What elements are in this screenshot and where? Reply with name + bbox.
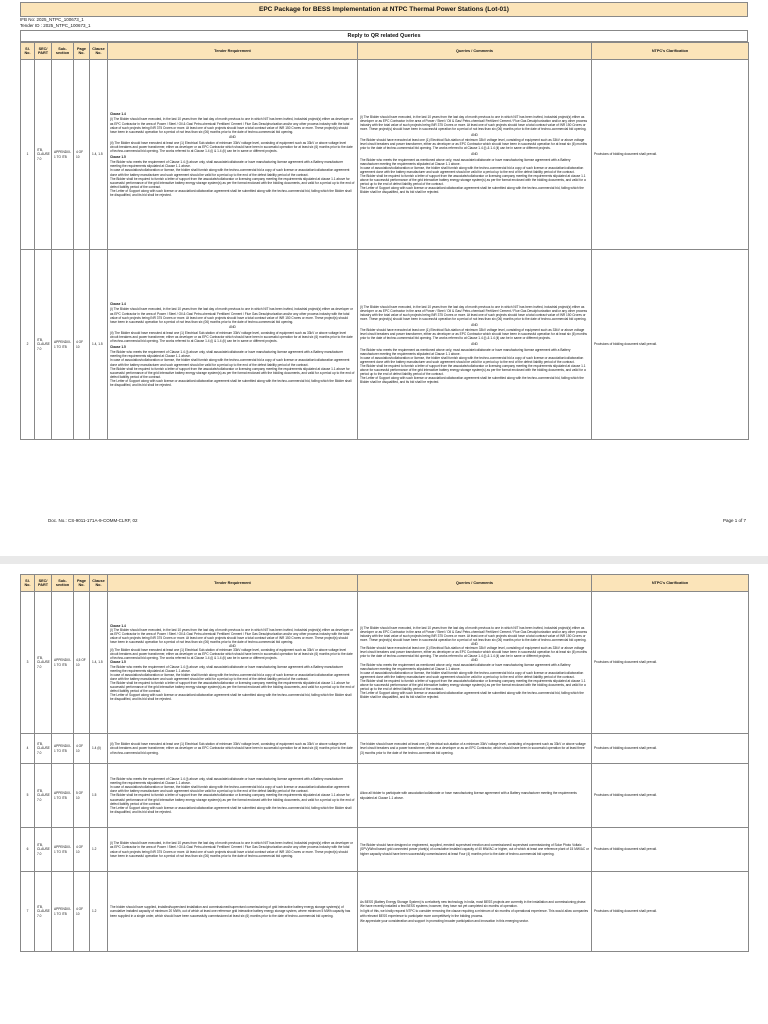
col-sub: Sub-section xyxy=(52,43,74,60)
row-sec: ITB, CLAUSE 7.0 xyxy=(35,734,52,764)
row-clause: 1.2 xyxy=(90,872,108,952)
col-sub: Sub-section xyxy=(52,575,74,592)
row-query: (i) The Bidder should have executed, in the last 10 years from the last day of month previous to one in which NIT has been invited, industrial project(s) either as developer or as EPC Contractor in the area of Power / Steel / Oil & Gas/ Petro-chemical/ Fertilizer/ Cement / Flue Gas Desulphurization and/or any other process industry with the total value of such projects being INR 375 Crores or more. At least one of such projects should have a total contract value of INR 150 Crores or more. These project(s) should have been in successful operation for a period of not less than six (06) months prior to the date of techno-commercial bid opening. AND The Bidder should have executed at least one (1) Electrical Sub-station of minimum 33kV voltage level, consisting of equipment such as 33kV or above voltage level circuit breakers and power transformer, either as developer or as EPC Contractor which should have been in successful operation for at least six (6) months prior to the date of techno-commercial bid opening. The works referred to at Clause 1.4 (i) & 1.4 (ii) can be in same or different projects. AND The Bidder who meets the requirement as mentioned above only, must associate/collaborate or have manufacturing license agreement with a Battery manufacturer meeting the requirements stipulated at Clause 1.1 above. In case of association/collaboration or license, the bidder shall furnish along with the techno-commercial bid a copy of such license or association/collaboration agreement done with the battery manufacturer and such agreement should be valid for a period up to the end of the defect liability period of the contract. The Bidder shall be required to furnish a letter of support from the associate/collaborator or licensing company meeting the requirements stipulated at clause 1.1 above for successful performance of the grid interactive battery energy storage system(s) as per the format enclosed with the bidding documents, and valid for a period up to the end of defect liability period of the contract. The Letter of Support along with such license or association/collaboration agreement shall be submitted along with the techno-commercial bid, failing which the Bidder shall be disqualified, and its bid shall be rejected. xyxy=(358,592,592,734)
table-row xyxy=(21,872,749,952)
table-row xyxy=(21,764,749,828)
row-query: (i) The Bidder should have executed, in the last 10 years from the last day of month previous to one in which NIT has been invited, industrial project(s) either as developer or as EPC Contractor in the area of Power / Steel / Oil & Gas/ Petro-chemical/ Fertilizer/ Cement / Flue Gas Desulphurization and/or any other process industry with the total value of such projects being INR 375 Crores or more. At least one of such projects should have a total contract value of INR 150 Crores or more. These project(s) should have been in successful operation for a period of not less than six (06) months prior to the date of techno-commercial bid opening. AND The Bidder should have executed at least one (1) Electrical Sub-station of minimum 33kV voltage level, consisting of equipment such as 33kV or above voltage level circuit breakers and power transformer, either as developer or as EPC Contractor which should have been in successful operation for at least six (6) months prior to the date of techno-commercial bid opening. The works referred to at Clause 1.4 (i) & 1.4 (ii) can be in same or different projects. AND The Bidder who meets the requirement as mentioned above only, must associate/collaborate or have manufacturing license agreement with a Battery manufacturer meeting the requirements stipulated at Clause 1.1 above. In case of association/collaboration or license, the bidder shall furnish along with the techno-commercial bid a copy of such license or association/collaboration agreement done with the battery manufacturer and such agreement should be valid for a period up to the end of the defect liability period of the contract. The Bidder shall be required to furnish a letter of support from the associate/collaborator or licensing company meeting the requirements stipulated at clause 1.1 above for successful performance of the grid interactive battery energy storage system(s) as per the format enclosed with the bidding documents, and valid for a period up to the end of defect liability period of the contract. The Letter of Support along with such license or association/collaboration agreement shall be submitted along with the techno-commercial bid, failing which the Bidder shall be disqualified, and its bid shall be rejected. xyxy=(358,250,592,440)
row-query: The Bidder should have designed or engineered, supplied, erected/ supervised erection and commissioned/ supervised commissioning of Solar Photo Voltaic (SPV)/Wind based grid connected power plant(s) of cumulative installed capacity of 40 MW/AC or higher, out of which at least one reference plant of 15 MW/AC or higher capacity should have been successfully commissioned at least Four (4) months prior to the date of techno-commercial bid opening. xyxy=(358,828,592,872)
row-requirement: The bidder should have supplied, installed/supervised installation and commissioned/supervised commissioning of grid interactive battery energy storage system(s) of cumulative installed capacity of minimum 20 MWh, out of which at least one reference grid interactive battery energy storage system, where minimum 5 MWh capacity has been supplied in a single order, which should have been successfully commissioned at least six (6) months prior to the date of techno-commercial bid opening. xyxy=(108,872,358,952)
col-clause: Clause No. xyxy=(90,43,108,60)
row-requirement: The Bidder who meets the requirement of Clause 1.4 (i) above only, shall associate/collaborate or have manufacturing license agreement with a Battery manufacturer meeting the requirements stipulated at Clause 1.1 above. In case of association/collaboration or license, the bidder shall furnish along with the techno-commercial bid a copy of such license or association/collaboration agreement done with the battery manufacturer and such agreement should be valid for a period up to the end of the defect liability period of the contract. The Bidder shall be required to furnish a letter of support from the associate/collaborator or licensing company meeting the requirements stipulated at clause 1.1 above for successful performance of the grid interactive battery energy storage system(s) as per the format enclosed with the bidding documents, and valid for a period up to the end of defect liability period of the contract. The Letter of Support along with such license or association/collaboration agreement shall be submitted along with the techno-commercial bid, failing which the Bidder shall be disqualified, and its bid shall be rejected. xyxy=(108,764,358,828)
row-sub: APPENDIX-1 TO ITB xyxy=(52,872,74,952)
document-title: EPC Package for BESS Implementation at NTPC Thermal Power Stations (Lot-01) xyxy=(20,2,748,17)
table-header-row xyxy=(21,575,749,592)
row-sl: 4 xyxy=(21,734,35,764)
row-clause: 1.5 xyxy=(90,764,108,828)
table-row xyxy=(21,734,749,764)
table-row xyxy=(21,828,749,872)
col-sl: Sl. No. xyxy=(21,43,35,60)
col-req: Tender Requirement xyxy=(108,575,358,592)
row-sub: APPENDIX-1 TO ITB xyxy=(52,828,74,872)
row-sec: ITB, CLAUSE 7.0 xyxy=(35,60,52,250)
table-header-row xyxy=(21,43,749,60)
row-requirement: Clause 1.4 (i) The Bidder should have executed, in the last 10 years from the last day of month previous to one in which NIT has been invited, industrial project(s) either as developer or as EPC Contractor in the area of Power / Steel / Oil & Gas/ Petro-chemical/ Fertilizer/ Cement / Flue Gas Desulphurization and/or any other process industry with the total value of such projects being INR 375 Crores or more. At least one of such projects should have a total contract value of INR 150 Crores or more. These project(s) should have been in successful operation for a period of not less than six (06) months prior to the date of techno-commercial bid opening. AND (ii) The Bidder should have executed at least one (1) Electrical Sub-station of minimum 33kV voltage level, consisting of equipment such as 33kV or above voltage level circuit breakers and power transformer, either as developer or as EPC Contractor which should have been in successful operation for at least six (6) months prior to the date of techno-commercial bid opening. The works referred to at Clause 1.4 (i) & 1.4 (ii) can be in same or different projects. Clause 1.5 The Bidder who meets the requirement of Clause 1.4 (i) above only, shall associate/collaborate or have manufacturing license agreement with a Battery manufacturer meeting the requirements stipulated at Clause 1.1 above. In case of association/collaboration or license, the bidder shall furnish along with the techno-commercial bid a copy of such license or association/collaboration agreement done with the battery manufacturer and such agreement should be valid for a period up to the end of the defect liability period of the contract. The Bidder shall be required to furnish a letter of support from the associate/collaborator or licensing company meeting the requirements stipulated at clause 1.1 above for successful performance of the grid interactive battery energy storage system(s) as per the format enclosed with the bidding documents, and valid for a period up to the end of defect liability period of the contract. The Letter of Support along with such license or association/collaboration agreement shall be submitted along with the techno-commercial bid, failing which the Bidder shall be disqualified, and its bid shall be rejected. xyxy=(108,60,358,250)
footer-page-number: Page 1 of 7 xyxy=(722,518,746,523)
row-page: 4 OF 10 xyxy=(74,250,90,440)
row-clarification: Provisions of bidding document shall prevail. xyxy=(592,872,749,952)
row-sec: ITB, CLAUSE 7.0 xyxy=(35,250,52,440)
col-query: Queries / Comments xyxy=(358,575,592,592)
row-query: (i) The Bidder should have executed, in the last 10 years from the last day of month previous to one in which NIT has been invited, industrial project(s) either as developer or as EPC Contractor in the area of Power / Steel / Oil & Gas/ Petro-chemical/ Fertilizer/ Cement / Flue Gas Desulphurization and/or any other process industry with the total value of such projects being INR 375 Crores or more. At least one of such projects should have a total contract value of INR 150 Crores or more. These project(s) should have been in successful operation for a period of not less than six (06) months prior to the date of techno-commercial bid opening. AND The Bidder should have executed at least one (1) Electrical Sub-station of minimum 33kV voltage level, consisting of equipment such as 33kV or above voltage level circuit breakers and power transformer, either as developer or as EPC Contractor which should have been in successful operation for at least six (6) months prior to the date of techno-commercial bid opening. The works referred to at Clause 1.4 (i) & 1.4 (ii) can be in same or different projects. AND The Bidder who meets the requirement as mentioned above only, must associate/collaborate or have manufacturing license agreement with a Battery manufacturer meeting the requirements stipulated at Clause 1.1 above. In case of association/collaboration or license, the bidder shall furnish along with the techno-commercial bid a copy of such license or association/collaboration agreement done with the battery manufacturer and such agreement should be valid for a period up to the end of the defect liability period of the contract. The Bidder shall be required to furnish a letter of support from the associate/collaborator or licensing company meeting the requirements stipulated at clause 1.1 above for successful performance of the grid interactive battery energy storage system(s) as per the format enclosed with the bidding documents, and valid for a period up to the end of defect liability period of the contract. The Letter of Support along with such license or association/collaboration agreement shall be submitted along with the techno-commercial bid, failing which the Bidder shall be disqualified, and its bid shall be rejected. xyxy=(358,60,592,250)
row-query: The bidder should have executed at least one (1) electrical sub-station of a minimum 33kV voltage level, consisting of equipment such as 33kV or above voltage level circuit breakers and a power transformer, either as a developer or as an EPC Contractor, which should have been in successful operation for at least three (3) months prior to the date of the techno-commercial bid opening. xyxy=(358,734,592,764)
row-clarification: Provisions of bidding document shall prevail. xyxy=(592,734,749,764)
row-page: 4,5 OF 10 xyxy=(74,592,90,734)
table-row xyxy=(21,592,749,734)
row-sec: ITB, CLAUSE 7.0 xyxy=(35,764,52,828)
row-requirement: Clause 1.4 (i) The Bidder should have executed, in the last 10 years from the last day of month previous to one in which NIT has been invited, industrial project(s) either as developer or as EPC Contractor in the area of Power / Steel / Oil & Gas/ Petro-chemical/ Fertilizer/ Cement / Flue Gas Desulphurization and/or any other process industry with the total value of such projects being INR 375 Crores or more. At least one of such projects should have a total contract value of INR 150 Crores or more. These project(s) should have been in successful operation for a period of not less than six (06) months prior to the date of techno-commercial bid opening. AND (ii) The Bidder should have executed at least one (1) Electrical Sub-station of minimum 33kV voltage level, consisting of equipment such as 33kV or above voltage level circuit breakers and power transformer, either as developer or as EPC Contractor which should have been in successful operation for at least six (6) months prior to the date of techno-commercial bid opening. The works referred to at Clause 1.4 (i) & 1.4 (ii) can be in same or different projects. Clause 1.5 The Bidder who meets the requirement of Clause 1.4 (i) above only, shall associate/collaborate or have manufacturing license agreement with a Battery manufacturer meeting the requirements stipulated at Clause 1.1 above. In case of association/collaboration or license, the bidder shall furnish along with the techno-commercial bid a copy of such license or association/collaboration agreement done with the battery manufacturer and such agreement should be valid for a period up to the end of the defect liability period of the contract. The Bidder shall be required to furnish a letter of support from the associate/collaborator or licensing company meeting the requirements stipulated at clause 1.1 above for successful performance of the grid interactive battery energy storage system(s) as per the format enclosed with the bidding documents, and valid for a period up to the end of defect liability period of the contract. The Letter of Support along with such license or association/collaboration agreement shall be submitted along with the techno-commercial bid, failing which the Bidder shall be disqualified, and its bid shall be rejected. xyxy=(108,250,358,440)
queries-table-page-1 xyxy=(20,42,749,440)
row-sec: ITB, CLAUSE 7.0 xyxy=(35,828,52,872)
footer-doc-number: Doc. No.: CS-9011-171A-9-COMM-CLRF, 02 xyxy=(48,518,138,523)
row-requirement: Clause 1.4 (i) The Bidder should have executed, in the last 10 years from the last day of month previous to one in which NIT has been invited, industrial project(s) either as developer or as EPC Contractor in the area of Power / Steel / Oil & Gas/ Petro-chemical/ Fertilizer/ Cement / Flue Gas Desulphurization and/or any other process industry with the total value of such projects being INR 375 Crores or more. At least one of such projects should have a total contract value of INR 150 Crores or more. These project(s) should have been in successful operation for a period of not less than six (06) months prior to the date of techno-commercial bid opening. AND (ii) The Bidder should have executed at least one (1) Electrical Sub-station of minimum 33kV voltage level, consisting of equipment such as 33kV or above voltage level circuit breakers and power transformer, either as developer or as EPC Contractor which should have been in successful operation for at least six (6) months prior to the date of techno-commercial bid opening. The works referred to at Clause 1.4 (i) & 1.4 (ii) can be in same or different projects. Clause 1.5 The Bidder who meets the requirement of Clause 1.4 (i) above only, shall associate/collaborate or have manufacturing license agreement with a Battery manufacturer meeting the requirements stipulated at Clause 1.1 above. In case of association/collaboration or license, the bidder shall furnish along with the techno-commercial bid a copy of such license or association/collaboration agreement done with the battery manufacturer and such agreement should be valid for a period up to the end of the defect liability period of the contract. The Bidder shall be required to furnish a letter of support from the associate/collaborator or licensing company meeting the requirements stipulated at clause 1.1 above for successful performance of the grid interactive battery energy storage system(s) as per the format enclosed with the bidding documents, and valid for a period up to the end of defect liability period of the contract. The Letter of Support along with such license or association/collaboration agreement shall be submitted along with the techno-commercial bid, failing which the Bidder shall be disqualified, and its bid shall be rejected. xyxy=(108,592,358,734)
tender-id: Tender ID : 2025_NTPC_100673_1 xyxy=(20,23,91,28)
row-sub: APPENDIX-1 TO ITB xyxy=(52,592,74,734)
row-sec: ITB, CLAUSE 7.0 xyxy=(35,872,52,952)
row-sub: APPENDIX-1 TO ITB xyxy=(52,764,74,828)
row-page: 4 OF 10 xyxy=(74,60,90,250)
row-sub: APPENDIX-1 TO ITB xyxy=(52,250,74,440)
col-req: Tender Requirement xyxy=(108,43,358,60)
row-query: As BESS (Battery Energy Storage System) is a relatively new technology in India, most BESS projects are currently in the installation and commissioning phase. We have recently installed a few BESS systems; however, they have not yet completed six months of operation. In light of this, we kindly request NTPC to consider removing the clause requiring a minimum of six months of operational experience. This would allow companies with relevant BESS experience to participate more competitively in the bidding process. We appreciate your consideration and support in promoting broader participation and innovation in this emerging sector. xyxy=(358,872,592,952)
col-page: Page No. xyxy=(74,43,90,60)
row-sub: APPENDIX-1 TO ITB xyxy=(52,734,74,764)
col-clause: Clause No. xyxy=(90,575,108,592)
row-sl: 7 xyxy=(21,872,35,952)
col-query: Queries / Comments xyxy=(358,43,592,60)
col-sec: SEC/ PART xyxy=(35,575,52,592)
row-sec: ITB, CLAUSE 7.0 xyxy=(35,592,52,734)
row-sl: 2 xyxy=(21,250,35,440)
queries-table-page-2 xyxy=(20,574,749,952)
row-requirement: (ii) The Bidder should have executed at least one (1) Electrical Sub-station of minimum 33kV voltage level, consisting of equipment such as 33kV or above voltage level circuit breakers and power transformer, either as developer or as EPC Contractor which should have been in successful operation for at least six (6) months prior to the date of techno-commercial bid opening. xyxy=(108,734,358,764)
row-clarification: Provisions of bidding document shall prevail. xyxy=(592,764,749,828)
row-clarification: Provisions of bidding document shall prevail. xyxy=(592,828,749,872)
table-row xyxy=(21,250,749,440)
row-requirement: (i) The Bidder should have executed, in the last 10 years from the last day of month previous to one in which NIT has been invited, industrial project(s) either as developer or as EPC Contractor in the area of Power / Steel / Oil & Gas/ Petro-chemical/ Fertilizer/ Cement / Flue Gas Desulphurization and/or any other process industry with the total value of such projects being INR 375 Crores or more. At least one of such projects should have a total contract value of INR 150 Crores or more. These project(s) should have been in successful operation for a period of not less than six (06) months prior to the date of techno-commercial bid opening. xyxy=(108,828,358,872)
row-sl: 6 xyxy=(21,828,35,872)
reply-title: Reply to QR related Queries xyxy=(20,30,748,42)
row-sub: APPENDIX-1 TO ITB xyxy=(52,60,74,250)
row-clause: 1.4, 1.5 xyxy=(90,592,108,734)
row-page: 4 OF 10 xyxy=(74,734,90,764)
row-sl: 1 xyxy=(21,60,35,250)
row-clause: 1.4 (ii) xyxy=(90,734,108,764)
row-clarification: Provisions of bidding document shall prevail. xyxy=(592,592,749,734)
ifb-number: IFB No: 2025_NTPC_100673_1 xyxy=(20,17,84,22)
table-row xyxy=(21,60,749,250)
row-clause: 1.2 xyxy=(90,828,108,872)
row-clarification: Provisions of bidding document shall prevail. xyxy=(592,250,749,440)
row-sl: 5 xyxy=(21,764,35,828)
row-sl: 3 xyxy=(21,592,35,734)
col-sl: Sl. No. xyxy=(21,575,35,592)
col-page: Page No. xyxy=(74,575,90,592)
row-clause: 1.4, 1.5 xyxy=(90,250,108,440)
row-clause: 1.4, 1.5 xyxy=(90,60,108,250)
row-page: 4 OF 10 xyxy=(74,828,90,872)
col-clar: NTPC's Clarification xyxy=(592,43,749,60)
col-sec: SEC/ PART xyxy=(35,43,52,60)
row-page: 5 OF 10 xyxy=(74,764,90,828)
col-clar: NTPC's Clarification xyxy=(592,575,749,592)
row-page: 4 OF 10 xyxy=(74,872,90,952)
row-clarification: Provisions of bidding document shall prevail. xyxy=(592,60,749,250)
document-page-2 xyxy=(0,556,768,1024)
row-query: Allow all bidder to participate with association/collaborate or have manufacturing license agreement with a Battery manufacturer meeting the requirements stipulated at Clause 1.1 above. xyxy=(358,764,592,828)
